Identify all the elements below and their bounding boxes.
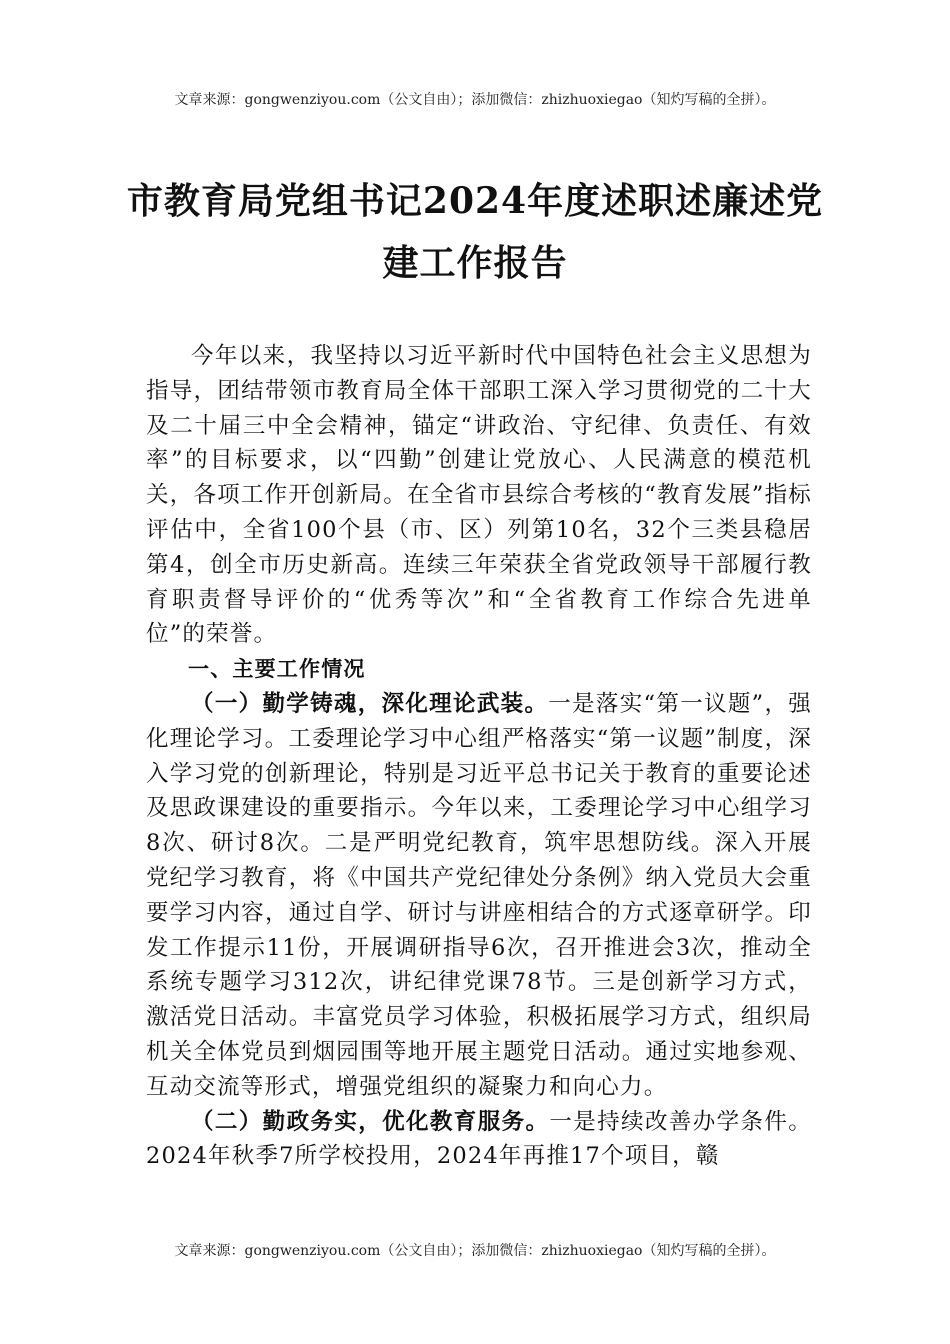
source-notice-top: 文章来源：gongwenziyou.com（公文自由）；添加微信：zhizhuoxiegao（知灼写稿的全拼）。 bbox=[174, 92, 776, 108]
title-line-2: 建工作报告 bbox=[382, 242, 568, 284]
part-2-text: 一是持续改善办学条件。2024年秋季7所学校投用，2024年再推17个项目，赣 bbox=[146, 1108, 812, 1170]
section-heading-main-work: 一、主要工作情况 bbox=[188, 657, 366, 682]
paragraph-part-2 bbox=[146, 1105, 812, 1175]
source-notice-bottom: 文章来源：gongwenziyou.com（公文自由）；添加微信：zhizhuoxiegao（知灼写稿的全拼）。 bbox=[174, 1243, 776, 1259]
part-1-lead: （一）勤学铸魂，深化理论武装。 bbox=[191, 690, 549, 717]
intro-paragraph: 今年以来，我坚持以习近平新时代中国特色社会主义思想为指导，团结带领市教育局全体干部职工深入学习贯彻党的二十大及二十届三中全会精神，锚定“讲政治、守纪律、负责任、有效率”的目标要求，以“四勤”创建让党放心、人民满意的模范机关，各项工作开创新局。在全省市县综合考核的“教育发展”指标评估中，全省100个县（市、区）列第10名，32个三类县稳居第4，创全市历史新高。连续三年荣获全省党政领导干部履行教育职责督导评价的“优秀等次”和“全省教育工作综合先进单位”的荣誉。 bbox=[146, 343, 812, 648]
title-line-1: 市教育局党组书记2024年度述职述廉述党 bbox=[126, 180, 824, 222]
part-1-text: 一是落实“第一议题”，强化理论学习。工委理论学习中心组严格落实“第一议题”制度，深入学习党的创新理论，特别是习近平总书记关于教育的重要论述及思政课建设的重要指示。今年以来，工委理论学习中心组学习8次、研讨8次。二是严明党纪教育，筑牢思想防线。深入开展党纪学习教育，将《中国共产党纪律处分条例》纳入党员大会重要学习内容，通过自学、研讨与讲座相结合的方式逐章研学。印发工作提示11份，开展调研指导6次，召开推进会3次，推动全系统专题学习312次，讲纪律党课78节。三是创新学习方式，激活党日活动。丰富党员学习体验，积极拓展学习方式，组织局机关全体党员到烟园围等地开展主题党日活动。通过实地参观、互动交流等形式，增强党组织的凝聚力和向心力。 bbox=[146, 690, 812, 1100]
document-title bbox=[110, 170, 840, 294]
paragraph-part-1 bbox=[146, 687, 812, 1105]
part-2-lead: （二）勤政务实，优化教育服务。 bbox=[191, 1108, 550, 1135]
document-body bbox=[146, 339, 812, 1174]
